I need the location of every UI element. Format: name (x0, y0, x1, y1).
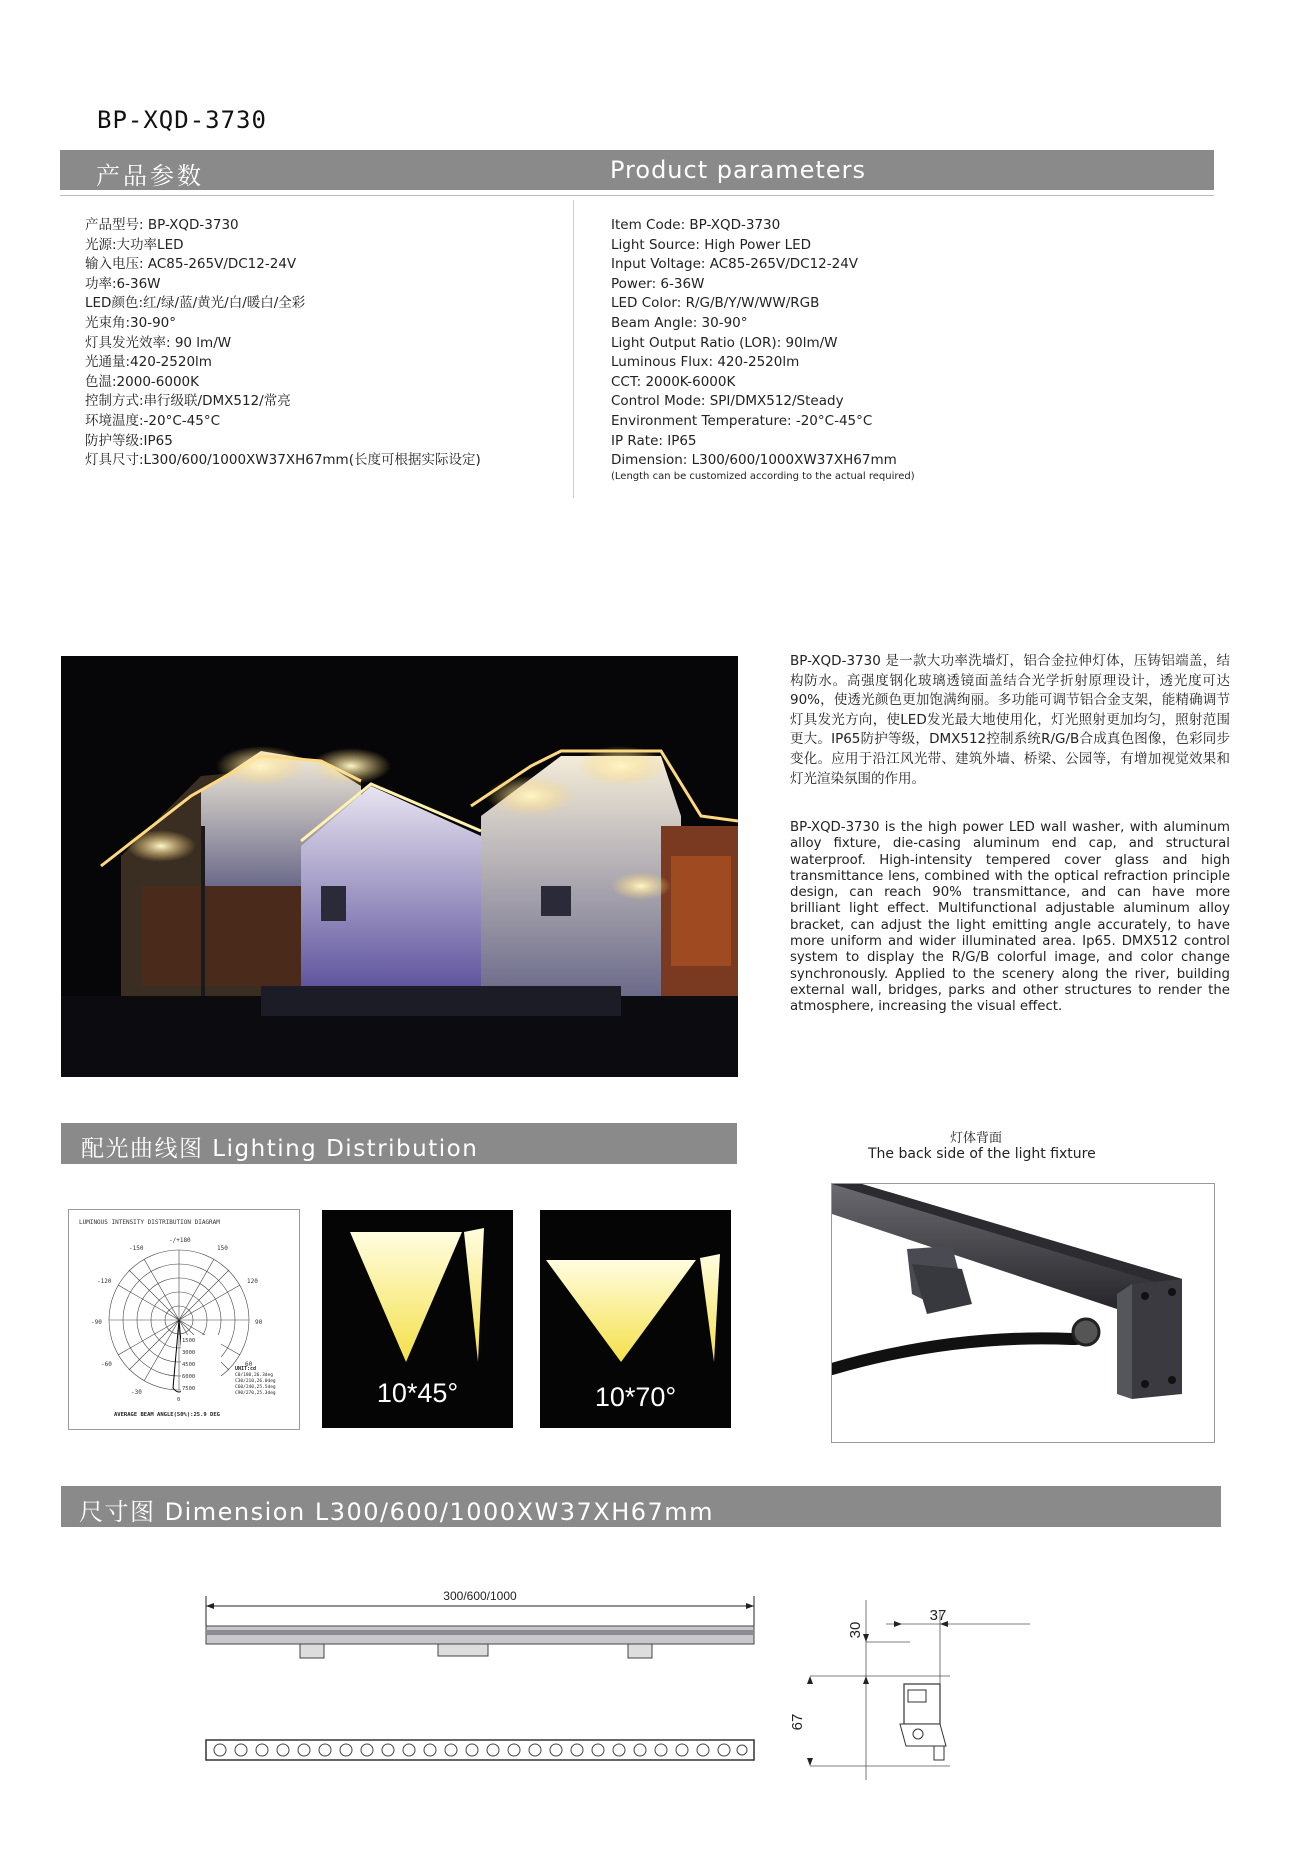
column-divider (573, 200, 574, 498)
polar-unit: UNIT:cd (235, 1366, 257, 1372)
beam-tile-10x70 (540, 1210, 731, 1428)
application-photo (61, 656, 738, 1077)
param-item: 控制方式:串行级联/DMX512/常亮 (85, 393, 291, 410)
fixture-back-photo (831, 1183, 1215, 1443)
dimension-section-header (61, 1486, 1221, 1527)
polar-angle-label: -120 (97, 1278, 112, 1285)
param-item: 光束角:30-90° (85, 314, 177, 331)
polar-angle-label: 120 (247, 1278, 258, 1285)
param-item: Input Voltage: AC85-265V/DC12-24V (611, 256, 859, 273)
beam-label: 10*45° (376, 1378, 459, 1408)
dim-width-37-label: 37 (929, 1607, 947, 1624)
param-item: Light Output Ratio (LOR): 90lm/W (611, 334, 838, 351)
polar-angle-label: 150 (217, 1245, 228, 1252)
dimension-drawing-side (200, 1580, 760, 1780)
polar-angle-label: 60 (245, 1361, 253, 1368)
param-item: Power: 6-36W (611, 275, 705, 292)
params-list-cn (85, 216, 481, 471)
product-model-title: BP-XQD-3730 (97, 106, 267, 134)
description-en: BP-XQD-3730 is the high power LED wall washer, with aluminum alloy fixture, die-casing aluminum end cap, and structural waterproof. High-intensity tempered cover glass and high transmittance lens, combined with the optical refraction principle design, can reach 90% transmittance, and can have more brilliant light effect. Multifunctional adjustable aluminum alloy bracket, can adjust the light emitting angle accurately, to have more uniform and wider illuminated area. Ip65. DMX512 control system to display the R/G/B colorful image, and color change synchronously. Applied to the scenery along the river, building external wall, bridges, parks and other structures to render the atmosphere, increasing the visual effect. (790, 820, 1230, 1015)
param-item: Item Code: BP-XQD-3730 (611, 217, 781, 233)
polar-angle-label: -150 (129, 1245, 144, 1252)
polar-scale: 1500 (182, 1338, 196, 1344)
param-item: 色温:2000-6000K (85, 373, 199, 390)
dimension-header-text: 尺寸图 Dimension L300/600/1000XW37XH67mm (79, 1498, 715, 1526)
polar-intensity-diagram (68, 1209, 300, 1430)
params-header-en: Product parameters (610, 156, 866, 184)
param-note: (Length can be customized according to the actual required) (611, 470, 915, 482)
param-item: Light Source: High Power LED (611, 236, 812, 253)
beam-label: 10*70° (594, 1382, 677, 1412)
dimension-drawing-section (790, 1600, 1040, 1780)
polar-scale: 4500 (182, 1362, 196, 1368)
params-section-header (60, 150, 1214, 190)
polar-scale: 7500 (182, 1386, 196, 1392)
param-item: 灯具发光效率: 90 lm/W (85, 334, 232, 351)
params-list-en (611, 216, 915, 483)
param-item: Control Mode: SPI/DMX512/Steady (611, 393, 844, 410)
lighting-distribution-header (61, 1123, 737, 1164)
param-item: 功率:6-36W (85, 275, 161, 292)
polar-scale: 6000 (182, 1374, 196, 1380)
param-item: 光通量:420-2520lm (85, 354, 212, 371)
dim-height-67-label: 67 (790, 1713, 806, 1731)
param-item: Beam Angle: 30-90° (611, 314, 748, 331)
dim-length-label: 300/600/1000 (443, 1589, 517, 1603)
param-item: Environment Temperature: -20°C-45°C (611, 412, 873, 429)
polar-legend: C0/180,26.3deg (235, 1373, 273, 1378)
param-item: 灯具尺寸:L300/600/1000XW37XH67mm(长度可根据实际设定) (85, 452, 481, 469)
polar-scale: 3000 (182, 1350, 196, 1356)
param-item: LED颜色:红/绿/蓝/黄光/白/暖白/全彩 (85, 295, 306, 312)
param-item: 输入电压: AC85-265V/DC12-24V (85, 256, 297, 273)
back-side-caption-cn: 灯体背面 (950, 1131, 1003, 1146)
param-item: LED Color: R/G/B/Y/W/WW/RGB (611, 295, 820, 312)
lighting-header-text: 配光曲线图 Lighting Distribution (81, 1136, 479, 1162)
param-item: 防护等级:IP65 (85, 432, 173, 449)
polar-legend: C30/210,26.0deg (235, 1379, 276, 1384)
polar-title: LUMINOUS INTENSITY DISTRIBUTION DIAGRAM (79, 1219, 220, 1226)
params-header-cn: 产品参数 (96, 162, 204, 190)
param-item: 产品型号: BP-XQD-3730 (85, 217, 239, 233)
param-item: 环境温度:-20°C-45°C (85, 412, 220, 429)
description-cn: BP-XQD-3730 是一款大功率洗墙灯，铝合金拉伸灯体，压铸铝端盖，结构防水。高强度钢化玻璃透镜面盖结合光学折射原理设计，透光度可达90%，使透光颜色更加饱满绚丽。多功能可调节铝合金支架，能精确调节灯具发光方向，使LED发光最大地使用化，灯光照射更加均匀，照射范围更大。IP65防护等级，DMX512控制系统R/G/B合成真色图像，色彩同步变化。应用于沿江风光带、建筑外墙、桥梁、公园等，有增加视觉效果和灯光渲染氛围的作用。 (790, 653, 1230, 787)
dim-height-30-label: 30 (847, 1621, 864, 1639)
polar-angle-label: 90 (255, 1319, 263, 1326)
beam-tile-10x45 (322, 1210, 513, 1428)
polar-legend: C90/270,25.3deg (235, 1391, 276, 1396)
polar-footer: AVERAGE BEAM ANGLE(50%):25.9 DEG (114, 1412, 220, 1418)
param-item: CCT: 2000K-6000K (611, 373, 736, 390)
polar-angle-label: -90 (91, 1319, 102, 1326)
param-item: Dimension: L300/600/1000XW37XH67mm (611, 452, 897, 469)
param-item: Luminous Flux: 420-2520lm (611, 354, 800, 371)
polar-angle-label: -30 (131, 1389, 142, 1396)
back-side-caption-en: The back side of the light fixture (868, 1146, 1096, 1162)
polar-bottom-label: 0 (177, 1397, 181, 1403)
polar-angle-label: -60 (101, 1361, 112, 1368)
param-item: 光源:大功率LED (85, 236, 184, 253)
polar-legend: C60/240,25.5deg (235, 1385, 276, 1390)
divider (60, 195, 1214, 196)
polar-angle-label: -/+180 (169, 1237, 191, 1244)
param-item: IP Rate: IP65 (611, 432, 697, 449)
